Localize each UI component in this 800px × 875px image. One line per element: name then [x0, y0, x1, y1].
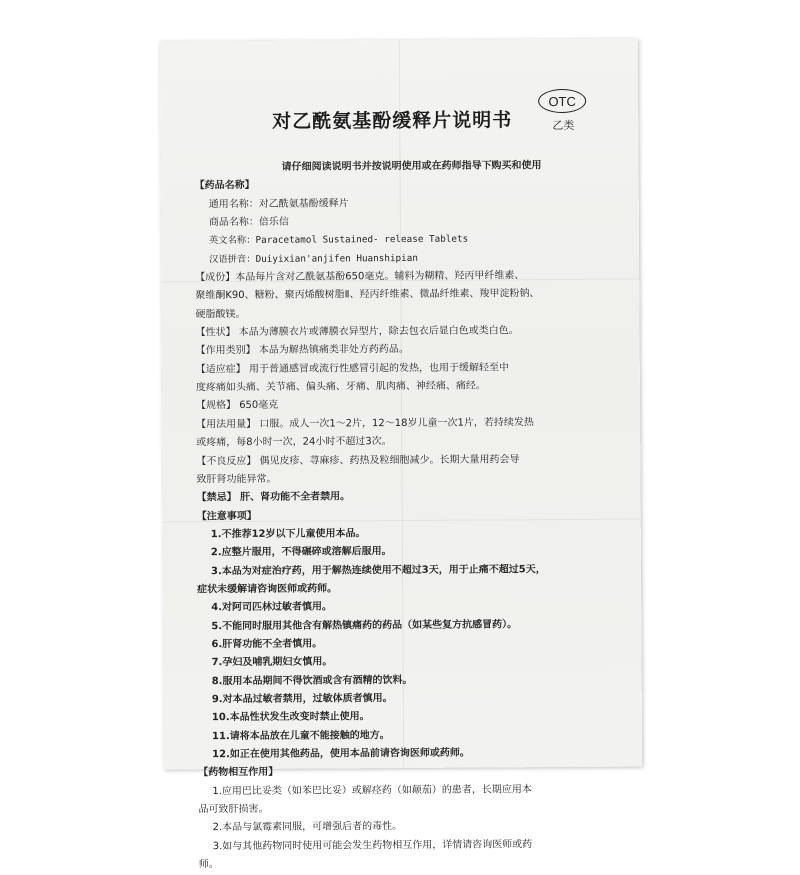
usage-warning: 请仔细阅读说明书并按说明使用或在药师指导下购买和使用 — [281, 160, 542, 173]
interaction-item: 1.应用巴比妥类（如苯巴比妥）或解痉药（如颠茄）的患者，长期应用本 — [212, 783, 532, 797]
precaution-item: 症状未缓解请咨询医师或药师。 — [197, 583, 338, 596]
generic-name: 通用名称：对乙酰氨基酚缓释片 — [208, 198, 349, 210]
precaution-item: 10.本品性状发生改变时禁止使用。 — [211, 711, 370, 724]
adverse-line: 【不良反应】 偶见皮疹、荨麻疹、药热及粒细胞减少。长期大量用药会导 — [196, 453, 520, 467]
interaction-item: 2.本品与氯霉素同服，可增强后者的毒性。 — [212, 821, 403, 834]
interaction-item: 3.如与其他药物同时使用可能会发生药物相互作用，详情请咨询医师或药 — [212, 838, 533, 852]
ingredients-line: 硬脂酸镁。 — [195, 308, 246, 321]
ingredients-line: 【成份】本品每片含对乙酰氨基酚650毫克。辅料为糊精、羟丙甲纤维素、 — [195, 270, 525, 284]
dosage-line: 或疼痛，每8小时一次，24小时不超过3次。 — [196, 436, 392, 449]
indications-line: 度疼痛如头痛、关节痛、偏头痛、牙痛、肌肉痛、神经痛、痛经。 — [195, 380, 486, 394]
precaution-item: 1.不推荐12岁以下儿童使用本品。 — [210, 528, 366, 541]
pinyin-name: 汉语拼音：Duiyixian'anjifen Huanshipian — [209, 252, 418, 265]
otc-category: 乙类 — [552, 118, 575, 133]
section-header-precautions: 【注意事项】 — [196, 510, 257, 522]
otc-badge: OTC — [538, 89, 586, 113]
leaflet-title: 对乙酰氨基酚缓释片说明书 — [272, 109, 513, 133]
precaution-item: 4.对阿司匹林过敏者慎用。 — [211, 601, 333, 614]
precaution-item: 6.肝肾功能不全者慎用。 — [211, 638, 323, 651]
precaution-item: 11.请将本品放在儿童不能接触的地方。 — [211, 729, 390, 742]
english-name: 英文名称：Paracetamol Sustained- release Tablets — [208, 233, 469, 247]
precaution-item: 9.对本品过敏者禁用，过敏体质者慎用。 — [211, 693, 393, 706]
adverse-line: 致肝肾功能异常。 — [196, 473, 277, 486]
contraindications: 【禁忌】 肝、肾功能不全者禁用。 — [196, 491, 351, 504]
precaution-item: 12.如正在使用其他药品，使用本品前请咨询医师或药师。 — [212, 747, 470, 761]
interaction-item: 品可致肝损害。 — [198, 803, 269, 816]
trade-name: 商品名称：倍乐信 — [208, 216, 289, 229]
precaution-item: 2.应整片服用，不得碾碎或溶解后服用。 — [210, 546, 392, 559]
section-header-interactions: 【药物相互作用】 — [198, 767, 279, 779]
dosage-line: 【用法用量】 口服。成人一次1～2片，12～18岁儿童一次1片，若持续发热 — [196, 417, 534, 431]
interaction-item: 师。 — [198, 859, 219, 871]
precaution-item: 8.服用本品期间不得饮酒或含有酒精的饮料。 — [211, 674, 413, 687]
specification: 【规格】 650毫克 — [195, 400, 279, 412]
precaution-item: 5.不能同时服用其他含有解热镇痛药的药品（如某些复方抗感冒药）。 — [211, 618, 518, 632]
description: 【性状】 本品为薄膜衣片或薄膜衣异型片，除去包衣后显白色或类白色。 — [195, 325, 519, 339]
ingredients-line: 聚维酮K90、糖粉、聚丙烯酸树脂Ⅱ、羟丙纤维素、微晶纤维素、羧甲淀粉钠、 — [195, 288, 540, 302]
precaution-item: 3.本品为对症治疗药，用于解热连续使用不超过3天，用于止痛不超过5天， — [210, 563, 546, 577]
leaflet-sheet — [160, 39, 642, 871]
precaution-item: 7.孕妇及哺乳期妇女慎用。 — [211, 656, 333, 669]
drug-category: 【作用类别】 本品为解热镇痛类非处方药药品。 — [195, 344, 409, 357]
indications-line: 【适应症】 用于普通感冒或流行性感冒引起的发热，也用于缓解轻至中 — [195, 362, 510, 376]
leaflet-body — [195, 157, 629, 875]
section-header-name: 【药品名称】 — [194, 180, 255, 192]
